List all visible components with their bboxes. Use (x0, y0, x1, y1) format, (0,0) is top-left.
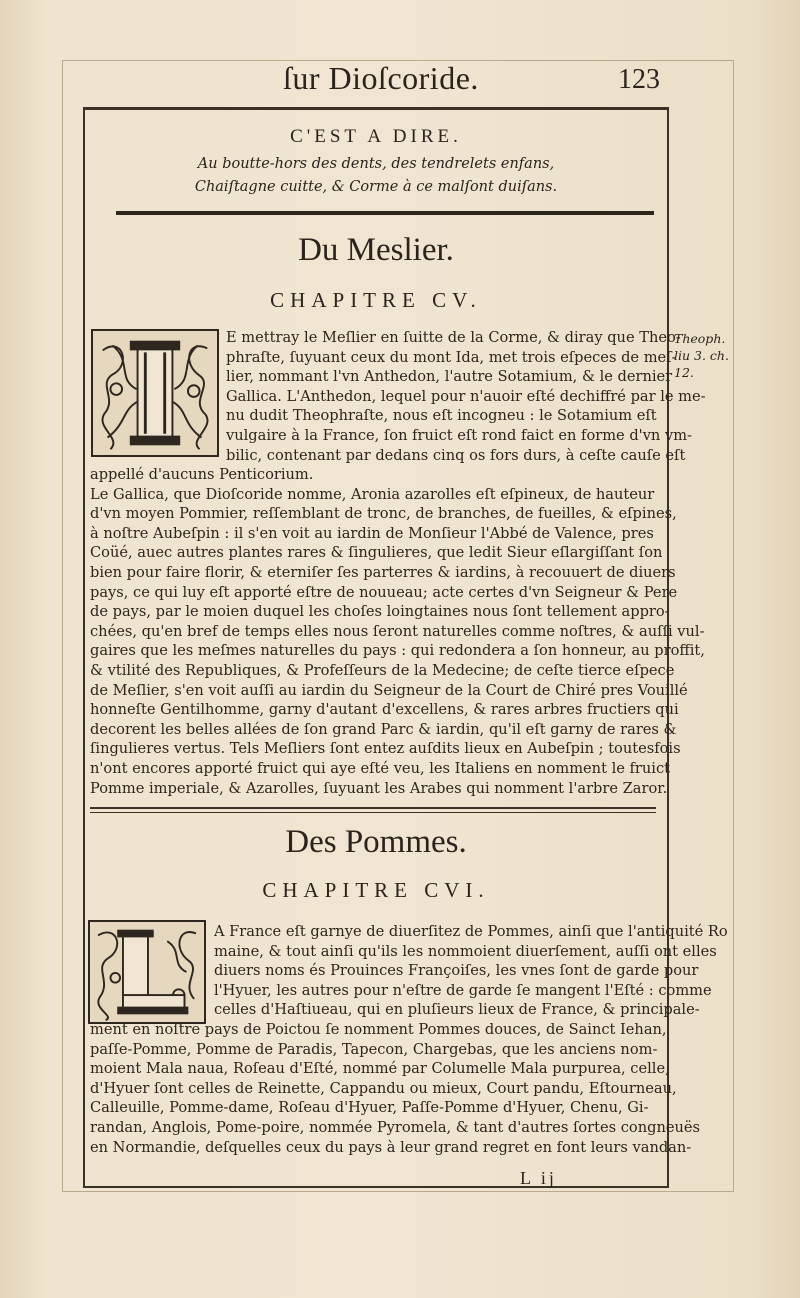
section-divider (90, 807, 656, 809)
text-line: ment en noſtre pays de Poictou ſe nomment Pommes douces, de Sainct Iehan, (90, 1021, 667, 1038)
text-line: vulgaire à la France, ſon fruict eſt rond faict en forme d'vn vm- (226, 426, 692, 444)
text-line: l'Hyuer, les autres pour n'eſtre de garde ſe mangent l'Eſté : comme (214, 981, 712, 999)
chapter-heading-cvi: CHAPITRE CVI. (262, 878, 490, 902)
text-line: pays, ce qui luy eſt apporté eſtre de nouueau; acte certes d'vn Seigneur & Pere (90, 583, 678, 601)
text-line: bilic, contenant par dedans cinq os fors durs, à ceſte cauſe eſt (226, 446, 686, 464)
running-title: ſur Dioſcoride. (283, 60, 479, 96)
text-line: chées, qu'en bref de temps elles nous ſeront naturelles comme noſtres, & auſſi vul- (90, 622, 705, 640)
dropcap-l-icon (90, 922, 204, 1022)
text-line: diuers noms és Prouinces Françoiſes, les vnes ſont de garde pour (214, 962, 699, 980)
text-line: paſſe-Pomme, Pomme de Paradis, Tapecon, Chargebas, que les anciens nom- (90, 1040, 658, 1058)
text-line: E mettray le Meſlier en ſuitte de la Corme, & diray que Theo- (226, 329, 681, 346)
verse-line-1: Au boutte-hors des dents, des tendrelets enfans, (197, 156, 555, 172)
text-line: lier, nommant l'vn Anthedon, l'autre Sotamium, & le dernier (226, 368, 673, 386)
text-line: en Normandie, deſquelles ceux du pays à leur grand regret en font leurs vandan- (90, 1138, 692, 1156)
text-line: moient Mala naua, Roſeau d'Eſté, nommé par Columelle Mala purpurea, celle, (90, 1060, 670, 1078)
section-title-pommes: Des Pommes. (285, 824, 467, 860)
text-line: n'ont encores apporté fruict qui aye eſté veu, les Italiens en nomment le fruict (90, 759, 671, 777)
text-line: Gallica. L'Anthedon, lequel pour n'auoir eſté dechiffré par le me- (226, 387, 706, 405)
text-line: d'vn moyen Pommier, reſſemblant de tronc, de branches, de fueilles, & eſpines, (90, 505, 677, 523)
text-line: phraſte, ſuyuant ceux du mont Ida, met trois eſpeces de meſ- (226, 348, 677, 366)
chapter-106-opening-lines (214, 922, 728, 1020)
chapter-heading-cv: CHAPITRE CV. (270, 288, 482, 312)
margin-note-line: Theoph. (674, 331, 726, 346)
verse-heading: C'EST A DIRE. (290, 126, 462, 147)
ornamental-initial-i (91, 329, 219, 457)
text-line: nu dudit Theophraſte, nous eſt incogneu : le Sotamium eſt (226, 407, 657, 425)
running-head (0, 52, 800, 102)
signature-mark: L ij (520, 1168, 557, 1188)
text-line: Calleuille, Pomme-dame, Roſeau d'Hyuer, Paſſe-Pomme d'Hyuer, Chenu, Gi- (90, 1099, 649, 1117)
chapter-106-body (90, 1020, 701, 1157)
text-line: à noſtre Aubeſpin : il s'en voit au iardin de Monſieur l'Abbé de Valence, pres (90, 524, 654, 542)
text-line: bien pour faire florir, & eterniſer ſes parterres & iardins, à recouuert de diuers (90, 563, 676, 581)
verse-line-2: Chaiſtagne cuitte, & Corme à ce malſont duiſans. (194, 179, 558, 195)
text-line: Coüé, auec autres plantes rares & ſingulieres, que ledit Sieur eſlargiſſant ſon (90, 544, 663, 562)
text-line: maine, & tout ainſi qu'ils les nommoient diuerſement, auſſi ont elles (214, 942, 717, 960)
section-title-meslier: Du Meslier. (298, 232, 454, 268)
text-line: ſingulieres vertus. Tels Meſliers ſont entez auſdits lieux en Aubeſpin ; toutesfois (90, 740, 681, 758)
text-line: decorent les belles allées de ſon grand Parc & iardin, qu'il eſt garny de rares & (90, 720, 677, 738)
page-number: 123 (618, 64, 660, 95)
text-line: d'Hyuer ſont celles de Reinette, Cappandu ou mieux, Court pandu, Eſtourneau, (90, 1079, 677, 1097)
section-divider-thin (90, 812, 656, 813)
text-line: honneſte Gentilhomme, garny d'autant d'excellens, & rares arbres fructiers qui (90, 701, 679, 719)
bottom-rule (83, 1186, 669, 1188)
margin-note-line: liu 3. ch. (674, 348, 729, 363)
text-line: de pays, par le moien duquel les choſes loingtaines nous ſont tellement appro- (90, 603, 670, 621)
text-line: Le Gallica, que Dioſcoride nomme, Aronia azarolles eſt eſpineux, de hauteur (90, 485, 655, 503)
text-line: & vtilité des Republiques, & Profeſſeurs de la Medecine; de ceſte tierce eſpece (90, 661, 675, 679)
text-line: celles d'Haſtiueau, qui en pluſieurs lieux de France, & principale- (214, 1001, 700, 1019)
text-line: appellé d'aucuns Penticorium. (90, 466, 314, 483)
ornamental-initial-l (88, 920, 206, 1024)
text-line: gaires que les meſmes naturelles du pays : qui redondera a ſon honneur, au proffit, (90, 642, 705, 660)
text-line: A France eſt garnye de diuerſitez de Pommes, ainſi que l'antiquité Ro (214, 923, 728, 940)
text-line: Pomme imperiale, & Azarolles, ſuyuant les Arabes qui nomment l'arbre Zaror. (90, 779, 668, 797)
dropcap-i-icon (93, 331, 217, 455)
section-divider (116, 211, 654, 215)
margin-note (674, 330, 754, 381)
chapter-105-body (90, 465, 705, 798)
margin-note-line: 12. (674, 365, 694, 380)
text-line: randan, Anglois, Pome-poire, nommée Pyromela, & tant d'autres ſortes congneuës (90, 1118, 701, 1136)
text-line: de Meſlier, s'en voit auſſi au iardin du Seigneur de la Court de Chiré pres Vouillé (90, 681, 688, 699)
